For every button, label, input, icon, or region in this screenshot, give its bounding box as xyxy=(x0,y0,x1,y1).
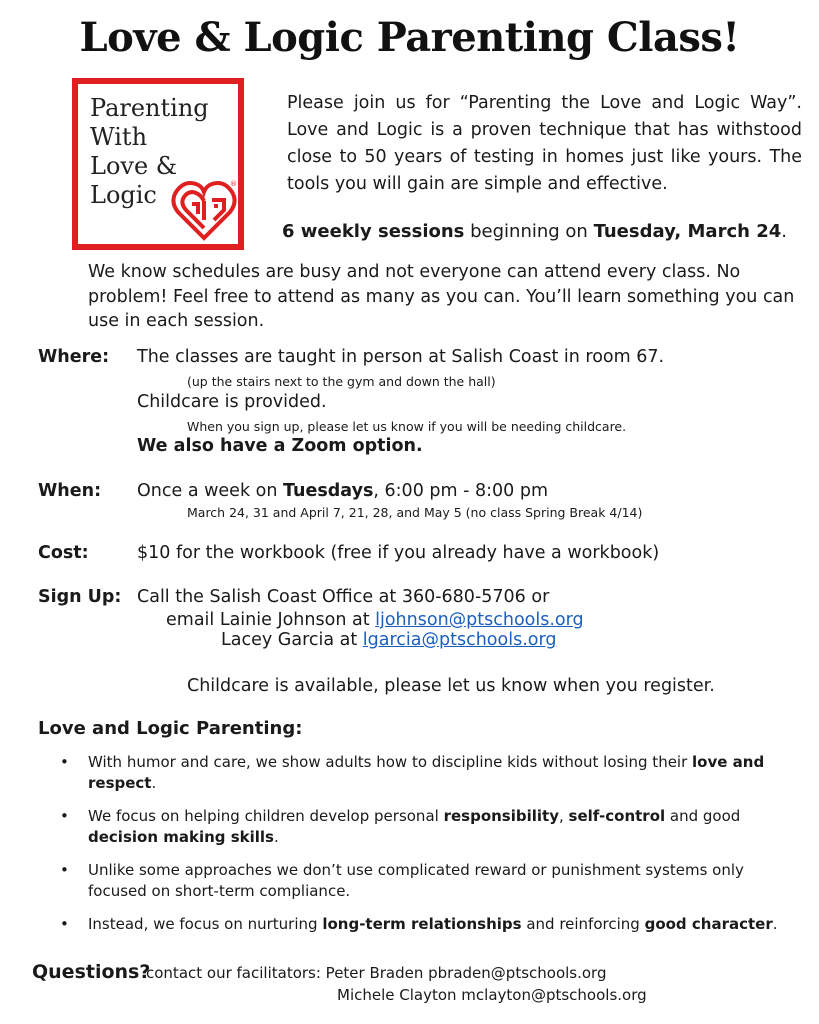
signup-email-lacey-text: Lacey Garcia at xyxy=(221,630,363,650)
cost-label: Cost: xyxy=(38,543,89,563)
where-location: The classes are taught in person at Salish Coast in room 67. xyxy=(137,347,665,367)
bullet-text: and good xyxy=(665,807,741,825)
when-dates: March 24, 31 and April 7, 21, 28, and May 5 (no class Spring Break 4/14) xyxy=(187,505,643,520)
sessions-text: beginning on xyxy=(464,221,594,242)
bullet-icon: • xyxy=(60,753,69,771)
signup-email-lainie-text: email Lainie Johnson at xyxy=(166,610,376,630)
bullet-bold: decision making skills xyxy=(88,828,274,846)
sessions-period: . xyxy=(781,221,787,242)
when-day: Tuesdays xyxy=(283,481,374,501)
logo-line: With xyxy=(90,123,148,151)
bullet-icon: • xyxy=(60,861,69,879)
intro-paragraph: Please join us for “Parenting the Love and Logic Way”. Love and Logic is a proven technique that has withstood close to 50 years of testing in homes just like yours. The tools you will gain are simple and effective. xyxy=(287,93,802,194)
where-directions: (up the stairs next to the gym and down the hall) xyxy=(187,374,496,389)
list-item xyxy=(60,752,800,794)
bullet-text: , xyxy=(558,807,569,825)
parenting-heading: Love and Logic Parenting: xyxy=(38,718,303,739)
bullet-text: and reinforcing xyxy=(521,915,645,933)
bullet-text: . xyxy=(772,915,778,933)
list-item xyxy=(60,806,800,848)
where-zoom: We also have a Zoom option. xyxy=(137,436,423,456)
bullet-text: Instead, we focus on nurturing xyxy=(88,915,323,933)
sessions-start-date: Tuesday, March 24 xyxy=(593,221,782,242)
when-label: When: xyxy=(38,481,102,501)
where-label: Where: xyxy=(38,347,110,367)
welcome-paragraph: We know schedules are busy and not everyone can attend every class. No problem! Feel free to attend as many as you can. You’ll learn something you can use in each session. xyxy=(88,262,795,331)
svg-text:®: ® xyxy=(230,180,237,188)
cost-text: $10 for the workbook (free if you already have a workbook) xyxy=(137,543,660,563)
where-childcare: Childcare is provided. xyxy=(137,392,327,412)
love-and-logic-logo xyxy=(72,78,244,250)
bullet-bold: love and respect xyxy=(88,753,765,792)
bullet-text: We focus on helping children develop personal xyxy=(88,807,444,825)
logo-line: Parenting xyxy=(90,94,209,122)
bullet-bold: self-control xyxy=(568,807,666,825)
email-link-ljohnson[interactable]: ljohnson@ptschools.org xyxy=(375,610,584,630)
signup-childcare-note: Childcare is available, please let us know when you register. xyxy=(187,676,715,696)
page-title: Love & Logic Parenting Class! xyxy=(79,14,740,61)
bullet-text: . xyxy=(273,828,279,846)
questions-contact-2: Michele Clayton mclayton@ptschools.org xyxy=(337,986,647,1004)
sessions-count: 6 weekly sessions xyxy=(282,221,465,242)
signup-label: Sign Up: xyxy=(38,587,122,607)
questions-label: Questions? xyxy=(32,961,151,983)
logo-line: Love & xyxy=(90,152,178,180)
list-item xyxy=(60,914,800,935)
heart-maze-icon xyxy=(170,176,238,244)
where-childcare-note: When you sign up, please let us know if you will be needing childcare. xyxy=(187,419,627,434)
parenting-bullet-list xyxy=(60,752,800,947)
signup-email-lainie xyxy=(166,610,584,630)
logo-line: Logic xyxy=(90,181,157,209)
bullet-text: . xyxy=(151,774,157,792)
sessions-line xyxy=(282,221,787,242)
bullet-icon: • xyxy=(60,915,69,933)
when-pre: Once a week on xyxy=(137,481,284,501)
email-link-lgarcia[interactable]: lgarcia@ptschools.org xyxy=(362,630,557,650)
signup-email-lacey xyxy=(221,630,556,650)
bullet-icon: • xyxy=(60,807,69,825)
bullet-bold: responsibility xyxy=(443,807,559,825)
bullet-bold: good character xyxy=(644,915,773,933)
list-item xyxy=(60,860,800,902)
when-time: , 6:00 pm - 8:00 pm xyxy=(373,481,549,501)
signup-phone: Call the Salish Coast Office at 360-680-5706 or xyxy=(137,587,550,607)
bullet-bold: long-term relationships xyxy=(322,915,522,933)
bullet-text: With humor and care, we show adults how to discipline kids without losing their xyxy=(88,753,693,771)
questions-contact-1: contact our facilitators: Peter Braden pbraden@ptschools.org xyxy=(146,964,607,982)
when-schedule xyxy=(137,481,548,501)
bullet-text: Unlike some approaches we don’t use complicated reward or punishment systems only focused on short-term compliance. xyxy=(88,861,744,900)
